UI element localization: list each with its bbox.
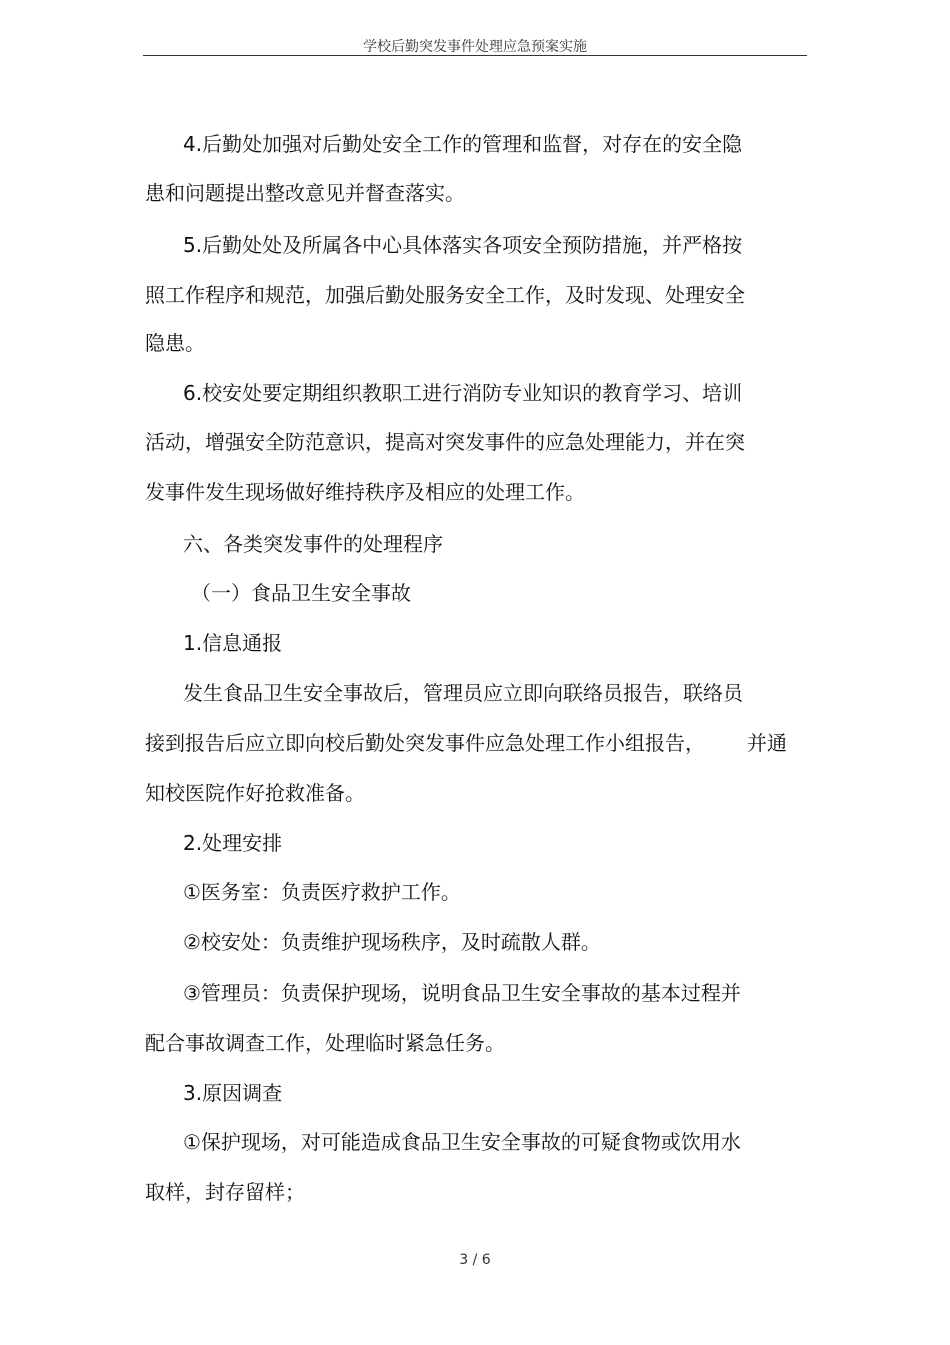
section-heading: 六、各类突发事件的处理程序 [183,532,443,556]
item-heading: 1.信息通报 [183,631,283,655]
body-line: 4.后勤处加强对后勤处安全工作的管理和监督，对存在的安全隐 [183,132,743,156]
body-line: 发生食品卫生安全事故后，管理员应立即向联络员报告，联络员 [183,681,743,705]
body-line: 取样，封存留样； [145,1180,305,1204]
body-line: 配合事故调查工作，处理临时紧急任务。 [145,1031,505,1055]
body-line: 发事件发生现场做好维持秩序及相应的处理工作。 [145,480,585,504]
body-line: 活动，增强安全防范意识，提高对突发事件的应急处理能力，并在突 [145,430,745,454]
body-line: 6.校安处要定期组织教职工进行消防专业知识的教育学习、培训 [183,381,743,405]
running-header-title: 学校后勤突发事件处理应急预案实施 [363,39,587,55]
body-line [145,731,787,755]
body-line-text: 接到报告后应立即向校后勤处突发事件应急处理工作小组报告， [145,731,705,755]
body-line: 照工作程序和规范，加强后勤处服务安全工作，及时发现、处理安全 [145,283,745,307]
list-item: ③管理员：负责保护现场，说明食品卫生安全事故的基本过程并 [183,981,741,1005]
item-heading: 3.原因调查 [183,1081,283,1105]
list-item: ①保护现场，对可能造成食品卫生安全事故的可疑食物或饮用水 [183,1130,741,1154]
subsection-heading: （一）食品卫生安全事故 [191,581,411,605]
body-line: 隐患。 [145,331,205,355]
list-item: ②校安处：负责维护现场秩序，及时疏散人群。 [183,930,601,954]
body-line: 5.后勤处处及所属各中心具体落实各项安全预防措施，并严格按 [183,233,743,257]
body-line: 患和问题提出整改意见并督查落实。 [145,181,465,205]
page-number: 3 / 6 [459,1252,491,1268]
body-line: 知校医院作好抢救准备。 [145,781,365,805]
list-item: ①医务室：负责医疗救护工作。 [183,880,461,904]
item-heading: 2.处理安排 [183,831,283,855]
body-line-text: 并通 [747,731,787,755]
header-divider [143,55,807,56]
